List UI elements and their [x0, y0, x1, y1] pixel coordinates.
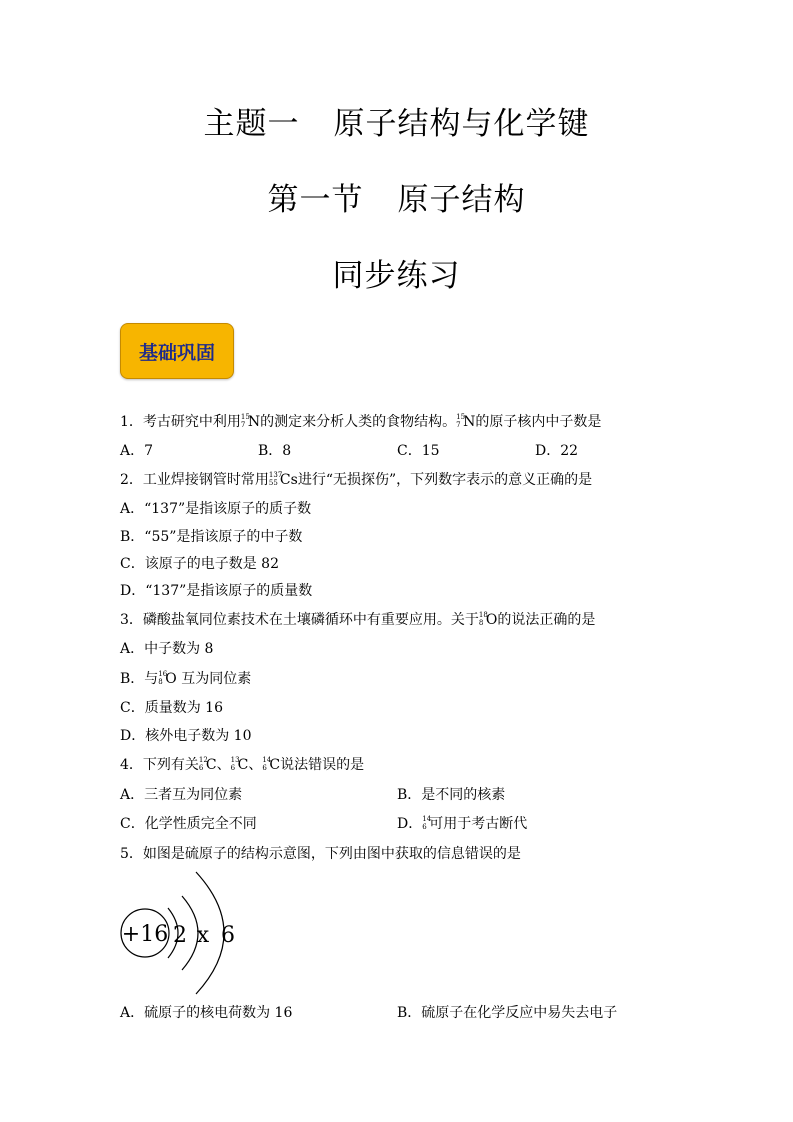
q1-text-mid: 的测定来分析人类的食物结构。 — [260, 414, 457, 430]
isotope-c14 — [262, 756, 272, 774]
isotope-number: 7 — [240, 421, 246, 429]
q1-option-a[interactable]: A．7 — [120, 443, 154, 459]
isotope-n15 — [241, 413, 248, 431]
section-title-right: 原子结构 — [397, 182, 526, 218]
q3-option-b[interactable] — [120, 670, 251, 688]
q1-option-b[interactable]: B．8 — [258, 443, 292, 459]
q1-option-c[interactable]: C．15 — [397, 443, 440, 459]
q1-text-pre: 1．考古研究中利用 — [120, 414, 241, 430]
section-title — [0, 174, 793, 219]
q5-option-b[interactable]: B．硫原子在化学反应中易失去电子 — [397, 1005, 618, 1021]
isotope-symbol: O — [165, 671, 177, 687]
question-2 — [120, 471, 592, 489]
isotope-mass: 14 — [422, 815, 432, 823]
separator: 、 — [248, 757, 263, 773]
shell-1-electrons: 2 — [173, 923, 187, 948]
isotope-c13 — [231, 756, 238, 774]
q4-option-a[interactable]: A．三者互为同位素 — [120, 787, 243, 803]
isotope-symbol: C — [237, 757, 249, 773]
q3-text-pre: 3．磷酸盐氧同位素技术在土壤磷循环中有重要应用。关于 — [120, 612, 479, 628]
q3-option-b-pre: B．与 — [120, 671, 159, 687]
q4-option-c[interactable]: C．化学性质完全不同 — [120, 816, 257, 832]
isotope-o18 — [479, 611, 486, 629]
question-5: 5．如图是硫原子的结构示意图，下列由图中获取的信息错误的是 — [120, 846, 521, 862]
isotope-o16 — [158, 670, 168, 688]
separator: 、 — [216, 757, 231, 773]
q4-option-d[interactable] — [397, 815, 527, 833]
q3-text-post: 的说法正确的是 — [497, 612, 596, 628]
q2-option-b[interactable]: B．“55”是指该原子的中子数 — [120, 529, 303, 545]
isotope-number: 8 — [158, 678, 163, 686]
nucleus-charge: +16 — [121, 922, 169, 947]
isotope-number: 6 — [230, 764, 236, 772]
q2-text-pre: 2．工业焊接钢管时常用 — [120, 472, 269, 488]
isotope-number: 55 — [268, 479, 278, 487]
q4-option-d-post: 可用于考古断代 — [429, 816, 528, 832]
q1-text-post: 的原子核内中子数是 — [475, 414, 602, 430]
q2-option-c[interactable]: C．该原子的电子数是 82 — [120, 556, 279, 572]
question-3 — [120, 611, 595, 629]
q2-text-post: 进行“无损探伤”，下列数字表示的意义正确的是 — [297, 472, 593, 488]
isotope-mass: 12 — [198, 756, 208, 764]
isotope-mass: 14 — [262, 756, 272, 764]
isotope-symbol: O — [485, 612, 498, 628]
q4-option-b[interactable]: B．是不同的核素 — [397, 787, 506, 803]
q3-option-a[interactable]: A．中子数为 8 — [120, 641, 214, 657]
isotope-number: 8 — [478, 619, 484, 627]
isotope-mass: 15 — [456, 413, 466, 421]
isotope-symbol: Cs — [279, 472, 298, 488]
q1-option-d[interactable]: D．22 — [535, 443, 579, 459]
isotope-mass: 15 — [240, 413, 250, 421]
basics-badge: 基础巩固 — [120, 323, 234, 379]
isotope-symbol: N — [463, 414, 476, 430]
q2-option-d[interactable]: D．“137”是指该原子的质量数 — [120, 583, 313, 599]
sulfur-atom-diagram — [110, 868, 250, 998]
q5-option-a[interactable]: A．硫原子的核电荷数为 16 — [120, 1005, 293, 1021]
isotope-mass: 18 — [478, 611, 488, 619]
q3-option-c[interactable]: C．质量数为 16 — [120, 700, 223, 716]
isotope-number: 6 — [198, 764, 204, 772]
q2-option-a[interactable]: A．“137”是指该原子的质子数 — [120, 501, 312, 517]
main-title-left: 主题一 — [203, 106, 300, 142]
main-title-right: 原子结构与化学键 — [333, 106, 590, 142]
isotope-symbol: C — [205, 757, 217, 773]
isotope-number: 7 — [456, 421, 461, 429]
isotope-symbol: N — [247, 414, 261, 430]
shell-3-electrons: 6 — [221, 923, 235, 948]
q4-option-d-pre: D． — [397, 816, 423, 832]
q3-option-d[interactable]: D．核外电子数为 10 — [120, 728, 252, 744]
isotope-c12 — [199, 756, 206, 774]
isotope-mass: 137 — [268, 471, 283, 479]
question-1 — [120, 413, 601, 431]
q4-text-post: 说法错误的是 — [280, 757, 365, 773]
isotope-mass: 16 — [158, 670, 168, 678]
section-title-left: 第一节 — [267, 182, 364, 218]
isotope-c14-option — [422, 815, 432, 833]
isotope-mass: 13 — [230, 756, 240, 764]
practice-title: 同步练习 — [332, 258, 461, 294]
isotope-number: 6 — [422, 823, 427, 831]
shell-2-electrons: x — [196, 923, 210, 948]
isotope-n15-second — [456, 413, 466, 431]
q3-option-b-post: 互为同位素 — [181, 671, 252, 687]
q4-text-pre: 4．下列有关 — [120, 757, 199, 773]
isotope-number: 6 — [262, 764, 267, 772]
question-4 — [120, 756, 364, 774]
isotope-cs137 — [268, 471, 283, 489]
main-title — [0, 98, 793, 143]
isotope-symbol: C — [269, 757, 281, 773]
